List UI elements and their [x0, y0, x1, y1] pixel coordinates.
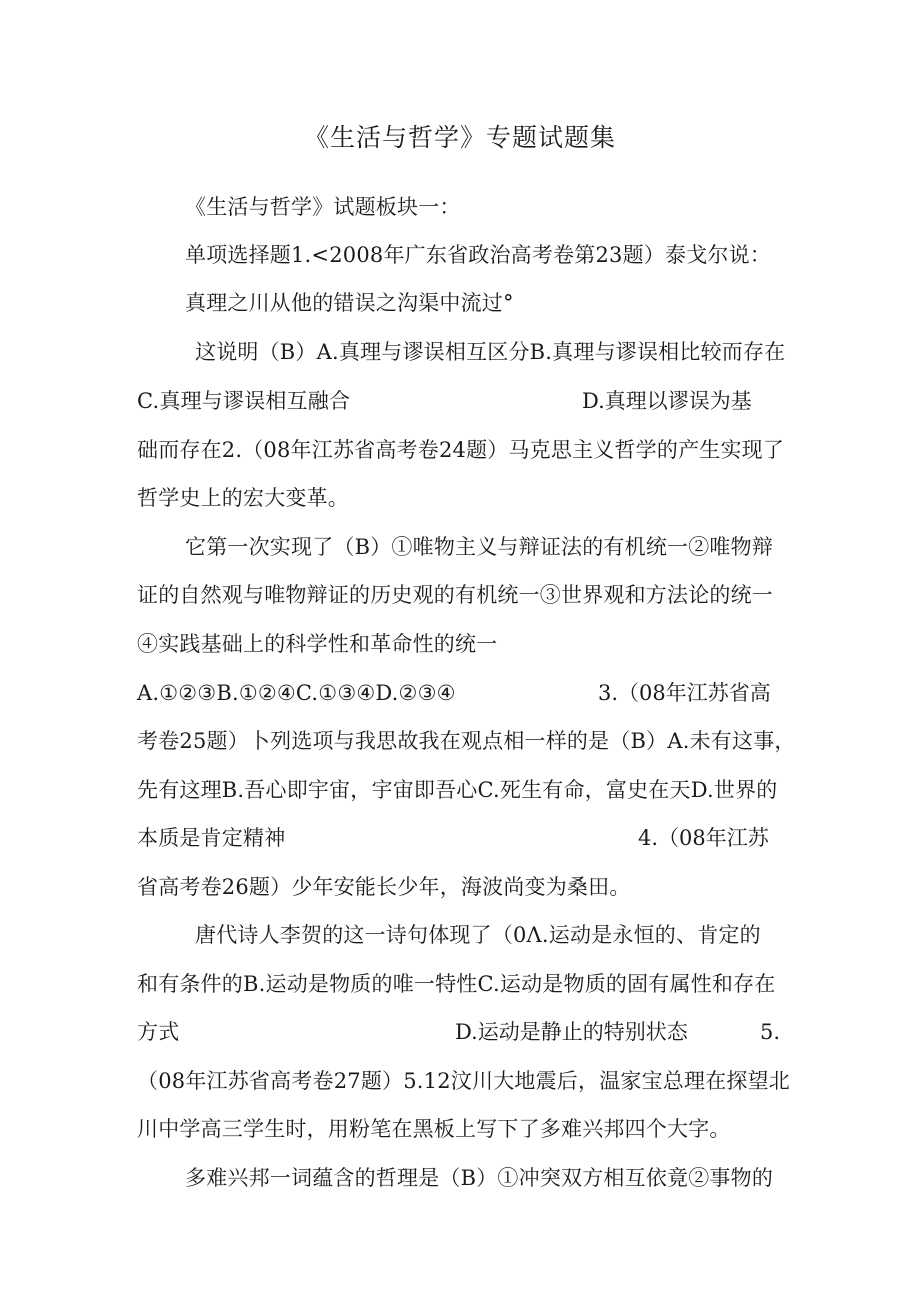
text-line: 真理之川从他的错误之沟渠中流过°: [185, 291, 514, 315]
document-title: 《生活与哲学》专题试题集: [303, 123, 616, 152]
text-line: A.①②③B.①②④C.①③④D.②③④: [137, 681, 456, 705]
text-line: 考卷25题）卜列选项与我思故我在观点相一样的是（B）A.未有这事，: [137, 729, 796, 753]
text-line: 3.（08年江苏省高: [598, 681, 771, 705]
text-line: 它第一次实现了（B）①唯物主义与辩证法的有机统一②唯物辩: [185, 535, 774, 559]
text-line: D.真理以谬误为基: [582, 389, 752, 413]
text-line: 唐代诗人李贺的这一诗句体现了（0Λ.运动是永恒的、肯定的: [195, 923, 761, 947]
text-line: 础而存在2.（08年江苏省高考卷24题）马克思主义哲学的产生实现了: [137, 438, 785, 462]
text-line: 方式: [137, 1020, 180, 1044]
section-heading: 《生活与哲学》试题板块一：: [185, 195, 461, 219]
text-line: 省高考卷26题）少年安能长少年，海波尚变为桑田。: [137, 875, 631, 899]
text-line: 4.（08年江苏: [638, 826, 769, 850]
text-line: 和有条件的B.运动是物质的唯一特性C.运动是物质的固有属性和存在: [137, 972, 776, 996]
text-line: 多难兴邦一词蕴含的哲理是（B）①冲突双方相互依竟②事物的: [185, 1166, 774, 1190]
text-line: 5.: [760, 1020, 781, 1044]
text-line: 单项选择题1.<2008年广东省政治高考卷第23题）泰戈尔说：: [185, 243, 771, 267]
text-line: 本质是肯定精神: [137, 826, 286, 850]
text-line: ④实践基础上的科学性和革命性的统一: [137, 632, 498, 656]
text-line: 先有这理B.吾心即宇宙，宇宙即吾心C.死生有命，富史在天D.世界的: [137, 778, 778, 802]
text-line: C.真理与谬误相互融合: [137, 389, 351, 413]
text-line: 证的自然观与唯物辩证的历史观的有机统一③世界观和方法论的统一: [137, 583, 773, 607]
text-line: D.运动是静止的特别状态: [455, 1020, 688, 1044]
text-line: 这说明（B）A.真理与谬误相互区分B.真理与谬误相比较而存在: [195, 340, 786, 364]
text-line: （08年江苏省高考卷27题）5.12汶川大地震后，温家宝总理在探望北: [137, 1069, 790, 1093]
text-line: 川中学高三学生时，用粉笔在黑板上写下了多难兴邦四个大字。: [137, 1117, 731, 1141]
text-line: 哲学史上的宏大变革。: [137, 486, 349, 510]
